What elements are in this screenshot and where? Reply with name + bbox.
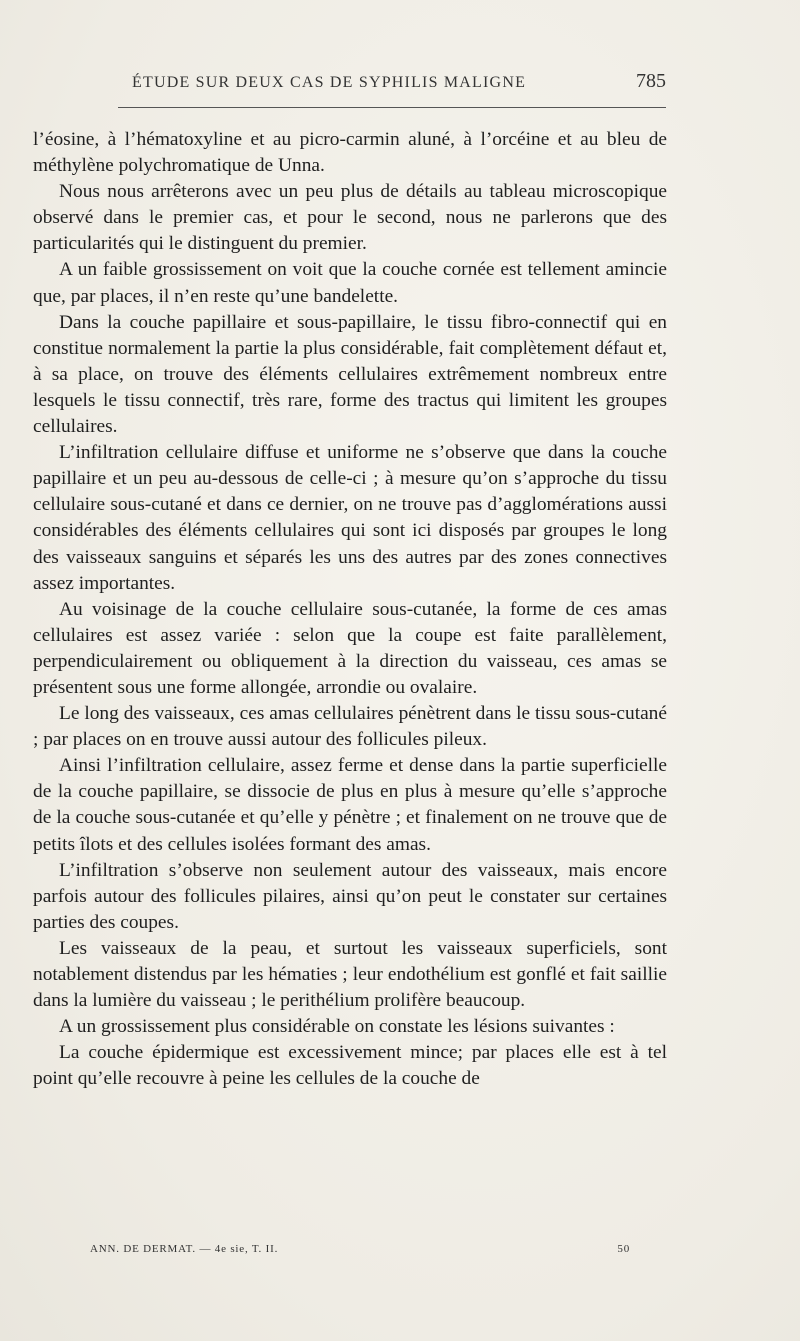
paragraph: L’infiltration cellulaire diffuse et uniforme ne s’observe que dans la couche papillaire et un peu au-dessous de celle-ci ; à mesure qu’on s’approche du tissu cellulaire sous-cutané et dans ce dernier, on ne trouve pas d’agglomérations aussi considérables des éléments cellulaires qui sont ici disposés par groupes le long des vaisseaux sanguins et séparés les uns des autres par des zones connectives assez importantes. bbox=[33, 442, 667, 594]
page-footer bbox=[90, 1243, 630, 1263]
paragraph: A un faible grossissement on voit que la couche cornée est tellement amincie que, par places, il n’en reste qu’une bandelette. bbox=[33, 259, 667, 307]
sheet-number: 50 bbox=[617, 1243, 630, 1255]
paragraph: L’infiltration s’observe non seulement autour des vaisseaux, mais encore parfois autour des follicules pilaires, ainsi qu’on peut le constater sur certaines parties des coupes. bbox=[33, 859, 667, 933]
paragraph-continued: l’éosine, à l’hématoxyline et au picro-carmin aluné, à l’orcéine et au bleu de méthylène polychromatique de Unna. bbox=[33, 129, 667, 177]
paragraph: Les vaisseaux de la peau, et surtout les vaisseaux superficiels, sont notablement distendus par les hématies ; leur endothélium est gonflé et fait saillie dans la lumière du vaisseau ; le perithélium prolifère beaucoup. bbox=[33, 937, 667, 1012]
paragraph: Au voisinage de la couche cellulaire sous-cutanée, la forme de ces amas cellulaires est assez variée : selon que la coupe est faite parallèlement, perpendiculairement ou obliquement à la direction du vaisseau, ces amas se présentent sous une forme allongée, arrondie ou ovalaire. bbox=[33, 598, 667, 698]
paragraph: A un grossissement plus considérable on constate les lésions suivantes : bbox=[59, 1016, 615, 1038]
paragraph: Ainsi l’infiltration cellulaire, assez ferme et dense dans la partie superficielle de la couche papillaire, se dissocie de plus en plus à mesure qu’elle s’approche de la couche sous-cutanée et qu’elle y pénètre ; et finalement on ne trouve que de petits îlots et des cellules isolées formant des amas. bbox=[33, 755, 667, 855]
header-rule bbox=[118, 107, 666, 108]
page-number: 785 bbox=[636, 70, 666, 92]
paragraph: Dans la couche papillaire et sous-papillaire, le tissu fibro-connectif qui en constitue normalement la partie la plus considérable, fait complètement défaut et, à sa place, on trouve des éléments cellulaires extrêmement nombreux entre lesquels le tissu connectif, très rare, forme des tractus qui limitent les groupes cellulaires. bbox=[33, 311, 667, 438]
running-title: ÉTUDE SUR DEUX CAS DE SYPHILIS MALIGNE bbox=[132, 74, 527, 91]
paragraph: La couche épidermique est excessivement mince; par places elle est à tel point qu’elle recouvre à peine les cellules de la couche de bbox=[33, 1042, 667, 1090]
body-text bbox=[33, 127, 667, 1092]
running-head bbox=[118, 72, 666, 98]
paragraph: Nous nous arrêterons avec un peu plus de détails au tableau microscopique observé dans le premier cas, et pour le second, nous ne parlerons que des particularités qui le distinguent du premier. bbox=[33, 181, 667, 255]
paragraph: Le long des vaisseaux, ces amas cellulaires pénètrent dans le tissu sous-cutané ; par places on en trouve aussi autour des follicules pileux. bbox=[33, 703, 667, 751]
signature-mark: ANN. DE DERMAT. — 4e sie, T. II. bbox=[90, 1243, 279, 1255]
